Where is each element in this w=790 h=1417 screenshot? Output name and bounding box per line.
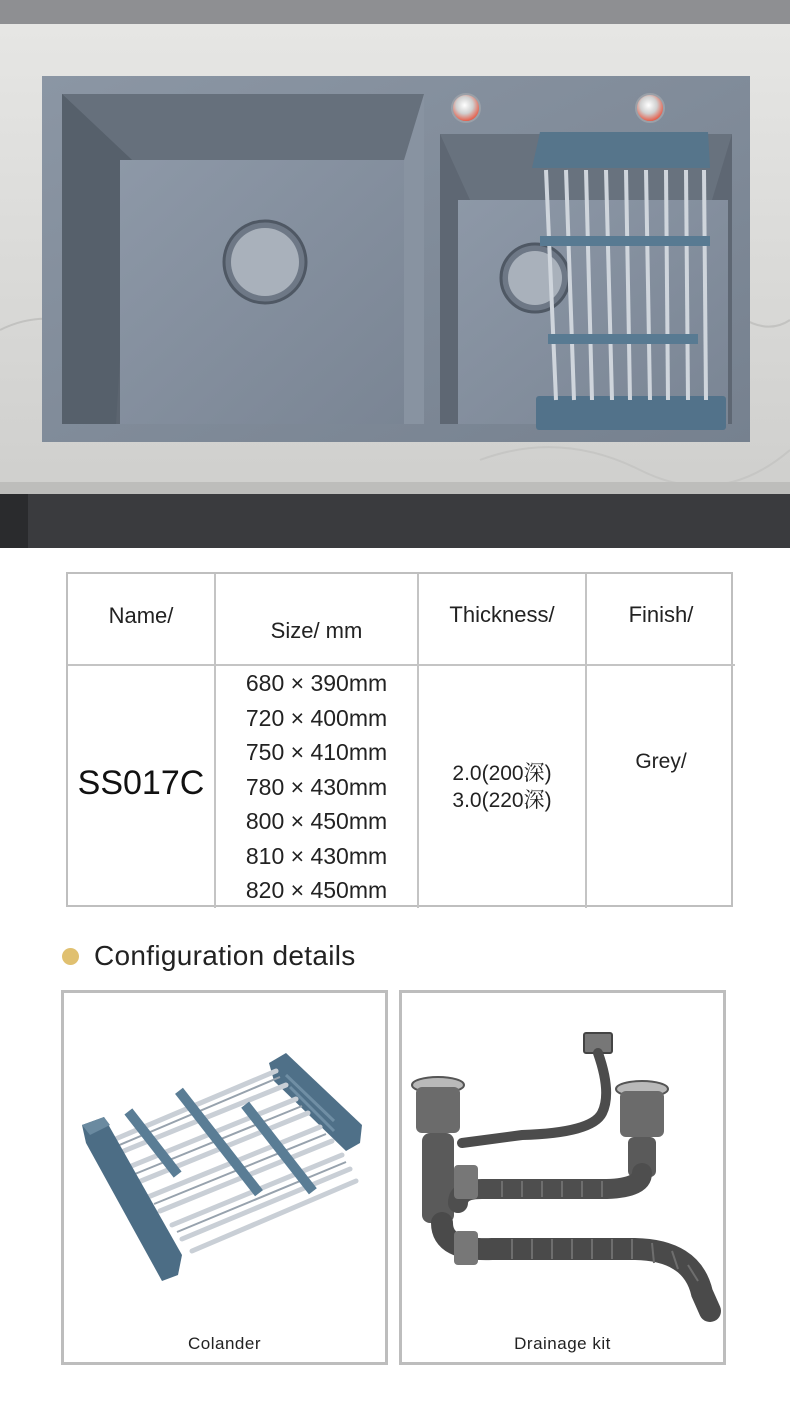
header-size: Size/ mm bbox=[215, 574, 418, 665]
finish-value: Grey/ bbox=[586, 665, 735, 908]
colander-basket-image bbox=[64, 993, 385, 1328]
configuration-heading bbox=[62, 936, 356, 976]
header-thickness: Thickness/ bbox=[418, 574, 586, 665]
size-list-cell bbox=[215, 665, 418, 908]
header-name: Name/ bbox=[68, 574, 215, 665]
drainage-kit-image bbox=[402, 993, 723, 1328]
colander-card bbox=[61, 990, 388, 1365]
table-row bbox=[68, 665, 735, 908]
configuration-title: Configuration details bbox=[94, 940, 356, 971]
size-option: 810 × 430mm bbox=[245, 842, 388, 869]
size-option: 820 × 450mm bbox=[245, 877, 388, 903]
specification-table bbox=[66, 572, 733, 907]
header-finish: Finish/ bbox=[586, 574, 735, 665]
table-header-row bbox=[68, 574, 735, 665]
thickness-option: 3.0(220深) bbox=[452, 788, 552, 812]
thickness-cell bbox=[418, 665, 586, 908]
sink-product-photo bbox=[0, 0, 790, 548]
size-option: 680 × 390mm bbox=[245, 670, 388, 696]
drainage-kit-card bbox=[399, 990, 726, 1365]
colander-caption: Colander bbox=[188, 1334, 261, 1353]
drainage-kit-caption: Drainage kit bbox=[514, 1334, 611, 1353]
model-number: SS017C bbox=[68, 665, 215, 908]
thickness-option: 2.0(200深) bbox=[452, 761, 552, 785]
size-option: 720 × 400mm bbox=[245, 704, 388, 731]
bullet-dot-icon bbox=[62, 948, 79, 965]
size-option: 750 × 410mm bbox=[245, 739, 388, 765]
size-option: 800 × 450mm bbox=[245, 808, 388, 834]
size-option: 780 × 430mm bbox=[245, 773, 388, 800]
size-list bbox=[216, 666, 417, 908]
